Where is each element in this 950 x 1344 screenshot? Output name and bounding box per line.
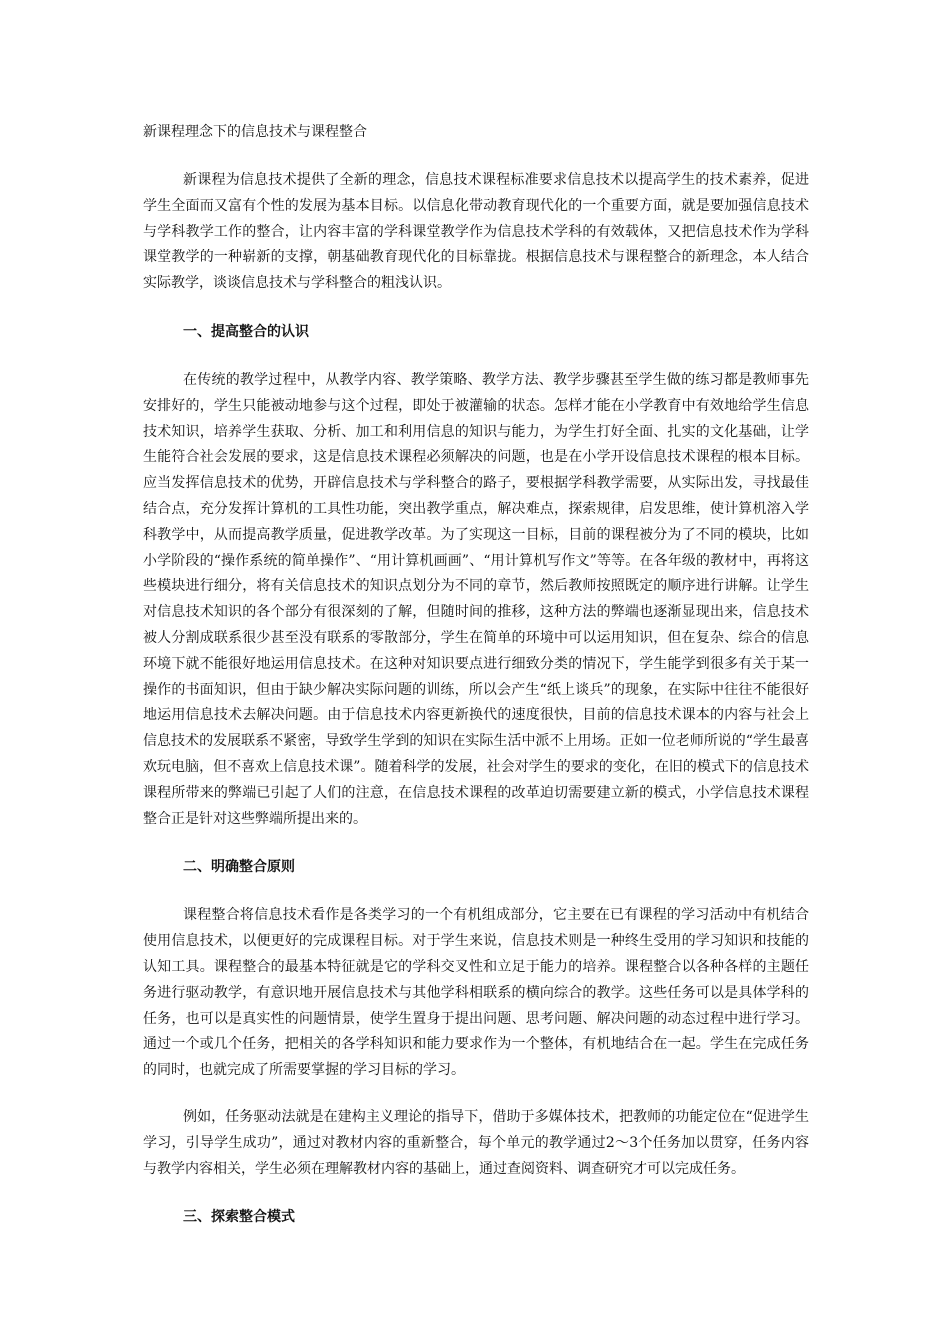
- section-2-paragraph-2: 例如，任务驱动法就是在建构主义理论的指导下，借助于多媒体技术，把教师的功能定位在“促进学生学习，引导学生成功”，通过对教材内容的重新整合，每个单元的教学通过2～3个任务加以贯穿，任务内容与教学内容相关，学生必须在理解教材内容的基础上，通过查阅资料、调查研究才可以完成任务。: [143, 1108, 809, 1177]
- section-heading-1: 一、提高整合的认识: [183, 323, 309, 340]
- intro-paragraph: 新课程为信息技术提供了全新的理念，信息技术课程标准要求信息技术以提高学生的技术素养，促进学生全面而又富有个性的发展为基本目标。以信息化带动教育现代化的一个重要方面，就是要加强信息技术与学科教学工作的整合，让内容丰富的学科课堂教学作为信息技术学科的有效载体，又把信息技术作为学科课堂教学的一种崭新的支撑，朝基础教育现代化的目标靠拢。根据信息技术与课程整合的新理念，本人结合实际教学，谈谈信息技术与学科整合的粗浅认识。: [143, 172, 809, 292]
- section-heading-3: 三、探索整合模式: [183, 1209, 295, 1226]
- section-1-paragraph-1: 在传统的教学过程中，从教学内容、教学策略、教学方法、教学步骤甚至学生做的练习都是教师事先安排好的，学生只能被动地参与这个过程，即处于被灌输的状态。怎样才能在小学教育中有效地给学生信息技术知识，培养学生获取、分析、加工和利用信息的知识与能力，为学生打好全面、扎实的文化基础，让学生能符合社会发展的要求，这是信息技术课程必须解决的问题，也是在小学开设信息技术课程的根本目标。应当发挥信息技术的优势，开辟信息技术与学科整合的路子，要根据学科教学需要，从实际出发，寻找最佳结合点，充分发挥计算机的工具性功能，突出教学重点，解决难点，探索规律，启发思维，使计算机溶入学科教学中，从而提高教学质量，促进教学改革。为了实现这一目标，目前的课程被分为了不同的模块，比如小学阶段的“操作系统的简单操作”、“用计算机画画”、“用计算机写作文”等等。在各年级的教材中，再将这些模块进行细分，将有关信息技术的知识点划分为不同的章节，然后教师按照既定的顺序进行讲解。让学生对信息技术知识的各个部分有很深刻的了解，但随时间的推移，这种方法的弊端也逐渐显现出来，信息技术被人分割成联系很少甚至没有联系的零散部分，学生在简单的环境中可以运用知识，但在复杂、综合的信息环境下就不能很好地运用信息技术。在这种对知识要点进行细致分类的情况下，学生能学到很多有关于某一操作的书面知识，但由于缺少解决实际问题的训练，所以会产生“纸上谈兵”的现象，在实际中往往不能很好地运用信息技术去解决问题。由于信息技术内容更新换代的速度很快，目前的信息技术课本的内容与社会上信息技术的发展联系不紧密，导致学生学到的知识在实际生活中派不上用场。正如一位老师所说的“学生最喜欢玩电脑，但不喜欢上信息技术课”。随着科学的发展，社会对学生的要求的变化，在旧的模式下的信息技术课程所带来的弊端已引起了人们的注意，在信息技术课程的改革迫切需要建立新的模式，小学信息技术课程整合正是针对这些弊端所提出来的。: [143, 371, 809, 827]
- document-title: 新课程理念下的信息技术与课程整合: [143, 124, 367, 140]
- section-2-paragraph-1: 课程整合将信息技术看作是各类学习的一个有机组成部分，它主要在已有课程的学习活动中有机结合使用信息技术，以便更好的完成课程目标。对于学生来说，信息技术则是一种终生受用的学习知识和技能的认知工具。课程整合的最基本特征就是它的学科交叉性和立足于能力的培养。课程整合以各种各样的主题任务进行驱动教学，有意识地开展信息技术与其他学科相联系的横向综合的教学。这些任务可以是具体学科的任务，也可以是真实性的问题情景，使学生置身于提出问题、思考问题、解决问题的动态过程中进行学习。通过一个或几个任务，把相关的各学科知识和能力要求作为一个整体，有机地结合在一起。学生在完成任务的同时，也就完成了所需要掌握的学习目标的学习。: [143, 907, 809, 1079]
- document-page: [143, 118, 809, 1253]
- section-heading-2: 二、明确整合原则: [183, 859, 295, 876]
